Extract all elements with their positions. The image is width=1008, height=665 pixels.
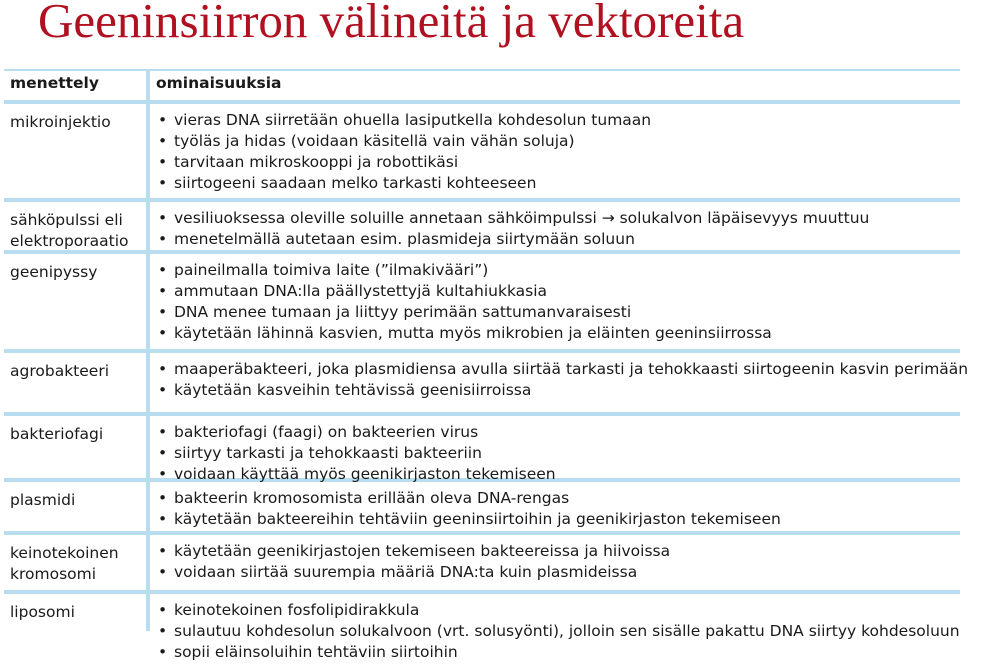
method-cell: bakteriofagi [4, 416, 146, 478]
list-item: • käytetään geenikirjastojen tekemiseen bakteereissa ja hiivoissa [158, 541, 1008, 562]
list-item: • keinotekoinen fosfolipidirakkula [158, 600, 1008, 621]
list-item: • paineilmalla toimiva laite (”ilmakivääri”) [158, 260, 1008, 281]
list-item: • siirtogeeni saadaan melko tarkasti kohteeseen [158, 173, 1008, 194]
list-item: • bakteerin kromosomista erillään oleva DNA-rengas [158, 488, 1008, 509]
properties-list [158, 359, 1008, 401]
list-item: • siirtyy tarkasti ja tehokkaasti bakteeriin [158, 443, 1008, 464]
list-item: • sulautuu kohdesolun solukalvoon (vrt. solusyönti), jolloin sen sisälle pakattu DNA siirtyy kohdesoluun [158, 621, 1008, 642]
method-cell: agrobakteeri [4, 353, 146, 412]
properties-cell [150, 594, 1008, 665]
list-item: • voidaan siirtää suurempia määriä DNA:ta kuin plasmideissa [158, 562, 1008, 583]
list-item: • käytetään bakteereihin tehtäviin geeninsiirtoihin ja geenikirjaston tekemiseen [158, 509, 1008, 530]
properties-list [158, 110, 1008, 194]
properties-list [158, 260, 1008, 344]
header-method: menettely [4, 71, 146, 100]
list-item: • käytetään kasveihin tehtävissä geenisiirroissa [158, 380, 1008, 401]
properties-cell [150, 104, 1008, 198]
properties-cell [150, 482, 1008, 531]
list-item: • sopii eläinsoluihin tehtäviin siirtoihin [158, 642, 1008, 663]
properties-list [158, 600, 1008, 663]
properties-list [158, 488, 1008, 530]
properties-list [158, 208, 1008, 250]
properties-cell [150, 353, 1008, 412]
list-item: • työläs ja hidas (voidaan käsitellä vain vähän soluja) [158, 131, 1008, 152]
methods-table [4, 69, 969, 661]
methods-table-grid [4, 69, 1004, 665]
properties-cell [150, 254, 1008, 349]
method-cell: geenipyssy [4, 254, 146, 349]
list-item: • vieras DNA siirretään ohuella lasiputkella kohdesolun tumaan [158, 110, 1008, 131]
list-item: • käytetään lähinnä kasvien, mutta myös mikrobien ja eläinten geeninsiirrossa [158, 323, 1008, 344]
list-item: • menetelmällä autetaan esim. plasmideja siirtymään soluun [158, 229, 1008, 250]
list-item: • maaperäbakteeri, joka plasmidiensa avulla siirtää tarkasti ja tehokkaasti siirtogeenin kasvin perimään [158, 359, 1008, 380]
list-item: • vesiliuoksessa oleville soluille annetaan sähköimpulssi → solukalvon läpäisevyys muuttuu [158, 208, 1008, 229]
page-title: Geeninsiirron välineitä ja vektoreita [38, 0, 745, 48]
method-cell: plasmidi [4, 482, 146, 531]
properties-list [158, 422, 1008, 485]
method-cell: keinotekoinen kromosomi [4, 535, 146, 590]
list-item: • DNA menee tumaan ja liittyy perimään sattumanvaraisesti [158, 302, 1008, 323]
method-cell: liposomi [4, 594, 146, 665]
list-item: • bakteriofagi (faagi) on bakteerien virus [158, 422, 1008, 443]
properties-cell [150, 535, 1008, 590]
list-item: • voidaan käyttää myös geenikirjaston tekemiseen [158, 464, 1008, 485]
header-properties: ominaisuuksia [150, 71, 1008, 100]
method-cell: mikroinjektio [4, 104, 146, 198]
method-cell: sähköpulssi eli elektroporaatio [4, 202, 146, 250]
properties-list [158, 541, 1008, 583]
properties-cell [150, 202, 1008, 250]
list-item: • ammutaan DNA:lla päällystettyjä kultahiukkasia [158, 281, 1008, 302]
properties-cell [150, 416, 1008, 483]
list-item: • tarvitaan mikroskooppi ja robottikäsi [158, 152, 1008, 173]
